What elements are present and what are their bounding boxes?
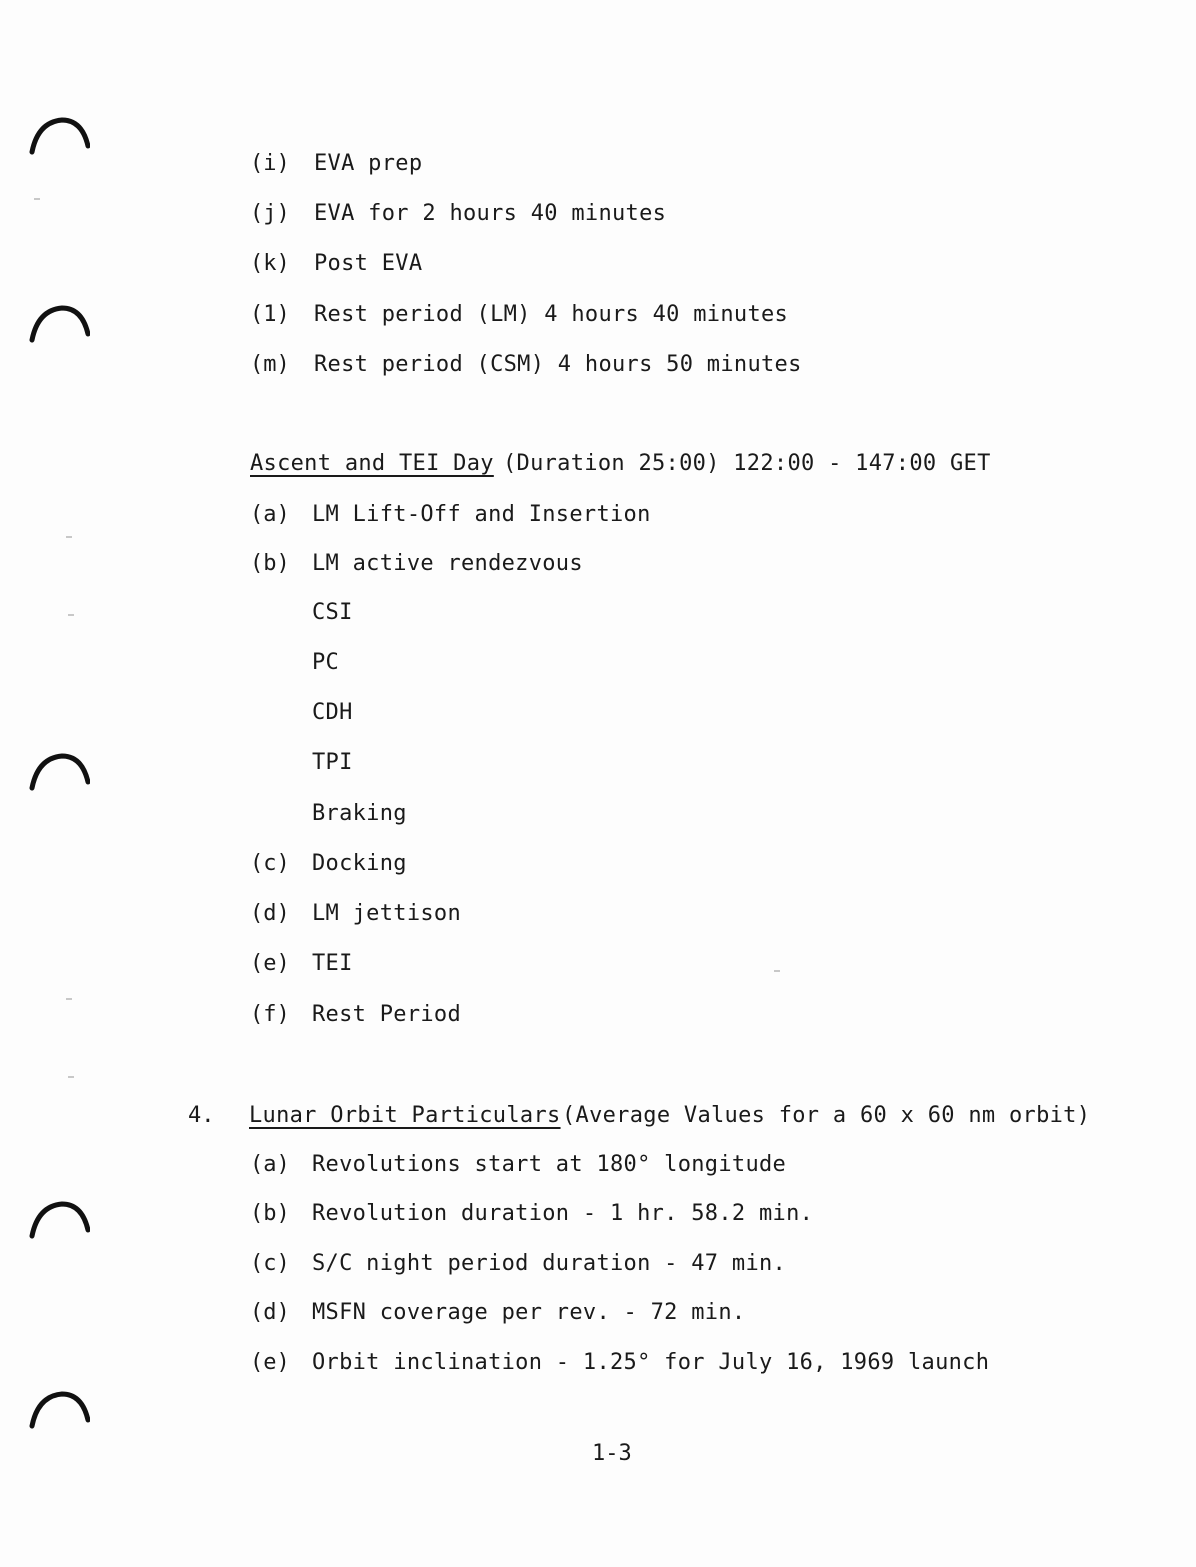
- list-item-label: (i): [250, 151, 290, 176]
- list-item-text: S/C night period duration - 47 min.: [312, 1251, 787, 1276]
- list-item-label: (b): [250, 551, 290, 576]
- list-item-label: (d): [250, 901, 290, 926]
- list-item-text: Revolutions start at 180° longitude: [312, 1152, 787, 1177]
- list-item-label: (a): [250, 502, 290, 527]
- list-item-label: (c): [250, 851, 290, 876]
- sub-item-text: Braking: [312, 801, 407, 826]
- list-item-text: Docking: [312, 851, 407, 876]
- list-item-label: (f): [250, 1002, 290, 1027]
- scan-speck: [34, 198, 40, 200]
- list-item-label: (b): [250, 1201, 290, 1226]
- list-item-text: EVA for 2 hours 40 minutes: [314, 201, 667, 226]
- list-item-text: EVA prep: [314, 151, 423, 176]
- list-item-text: Rest period (LM) 4 hours 40 minutes: [314, 302, 789, 327]
- list-item-text: Rest period (CSM) 4 hours 50 minutes: [314, 352, 802, 377]
- list-item-label: (e): [250, 1350, 290, 1375]
- section-details: (Duration 25:00) 122:00 - 147:00 GET: [503, 451, 991, 476]
- list-item-text: Revolution duration - 1 hr. 58.2 min.: [312, 1201, 814, 1226]
- sub-item-text: CSI: [312, 600, 353, 625]
- page-number: 1-3: [592, 1441, 632, 1466]
- list-item-text: LM Lift-Off and Insertion: [312, 502, 651, 527]
- list-item-text: LM active rendezvous: [312, 551, 583, 576]
- list-item-text: TEI: [312, 951, 353, 976]
- binder-hole-mark: [28, 1200, 90, 1240]
- list-item-text: Orbit inclination - 1.25° for July 16, 1969 launch: [312, 1350, 990, 1375]
- list-item-text: Post EVA: [314, 251, 423, 276]
- section-heading: Lunar Orbit Particulars: [249, 1103, 561, 1128]
- list-item-text: LM jettison: [312, 901, 461, 926]
- sub-item-text: TPI: [312, 750, 353, 775]
- sub-item-text: PC: [312, 650, 340, 675]
- list-item-label: (e): [250, 951, 290, 976]
- list-item-label: (c): [250, 1251, 290, 1276]
- scan-speck: [68, 1076, 74, 1078]
- list-item-label: (m): [250, 352, 290, 377]
- list-item-label: (1): [250, 302, 290, 327]
- section-number: 4.: [188, 1103, 215, 1128]
- binder-hole-mark: [28, 116, 90, 156]
- scan-speck: [68, 614, 74, 616]
- binder-hole-mark: [28, 752, 90, 792]
- list-item-label: (j): [250, 201, 290, 226]
- list-item-text: Rest Period: [312, 1002, 461, 1027]
- list-item-label: (d): [250, 1300, 290, 1325]
- sub-item-text: CDH: [312, 700, 353, 725]
- scan-speck: [66, 998, 72, 1000]
- list-item-text: MSFN coverage per rev. - 72 min.: [312, 1300, 746, 1325]
- binder-hole-mark: [28, 304, 90, 344]
- scan-speck: [66, 536, 72, 538]
- binder-hole-mark: [28, 1390, 90, 1430]
- section-details: (Average Values for a 60 x 60 nm orbit): [562, 1103, 1091, 1128]
- list-item-label: (a): [250, 1152, 290, 1177]
- section-heading: Ascent and TEI Day: [250, 451, 494, 476]
- scan-speck: [774, 970, 780, 972]
- list-item-label: (k): [250, 251, 290, 276]
